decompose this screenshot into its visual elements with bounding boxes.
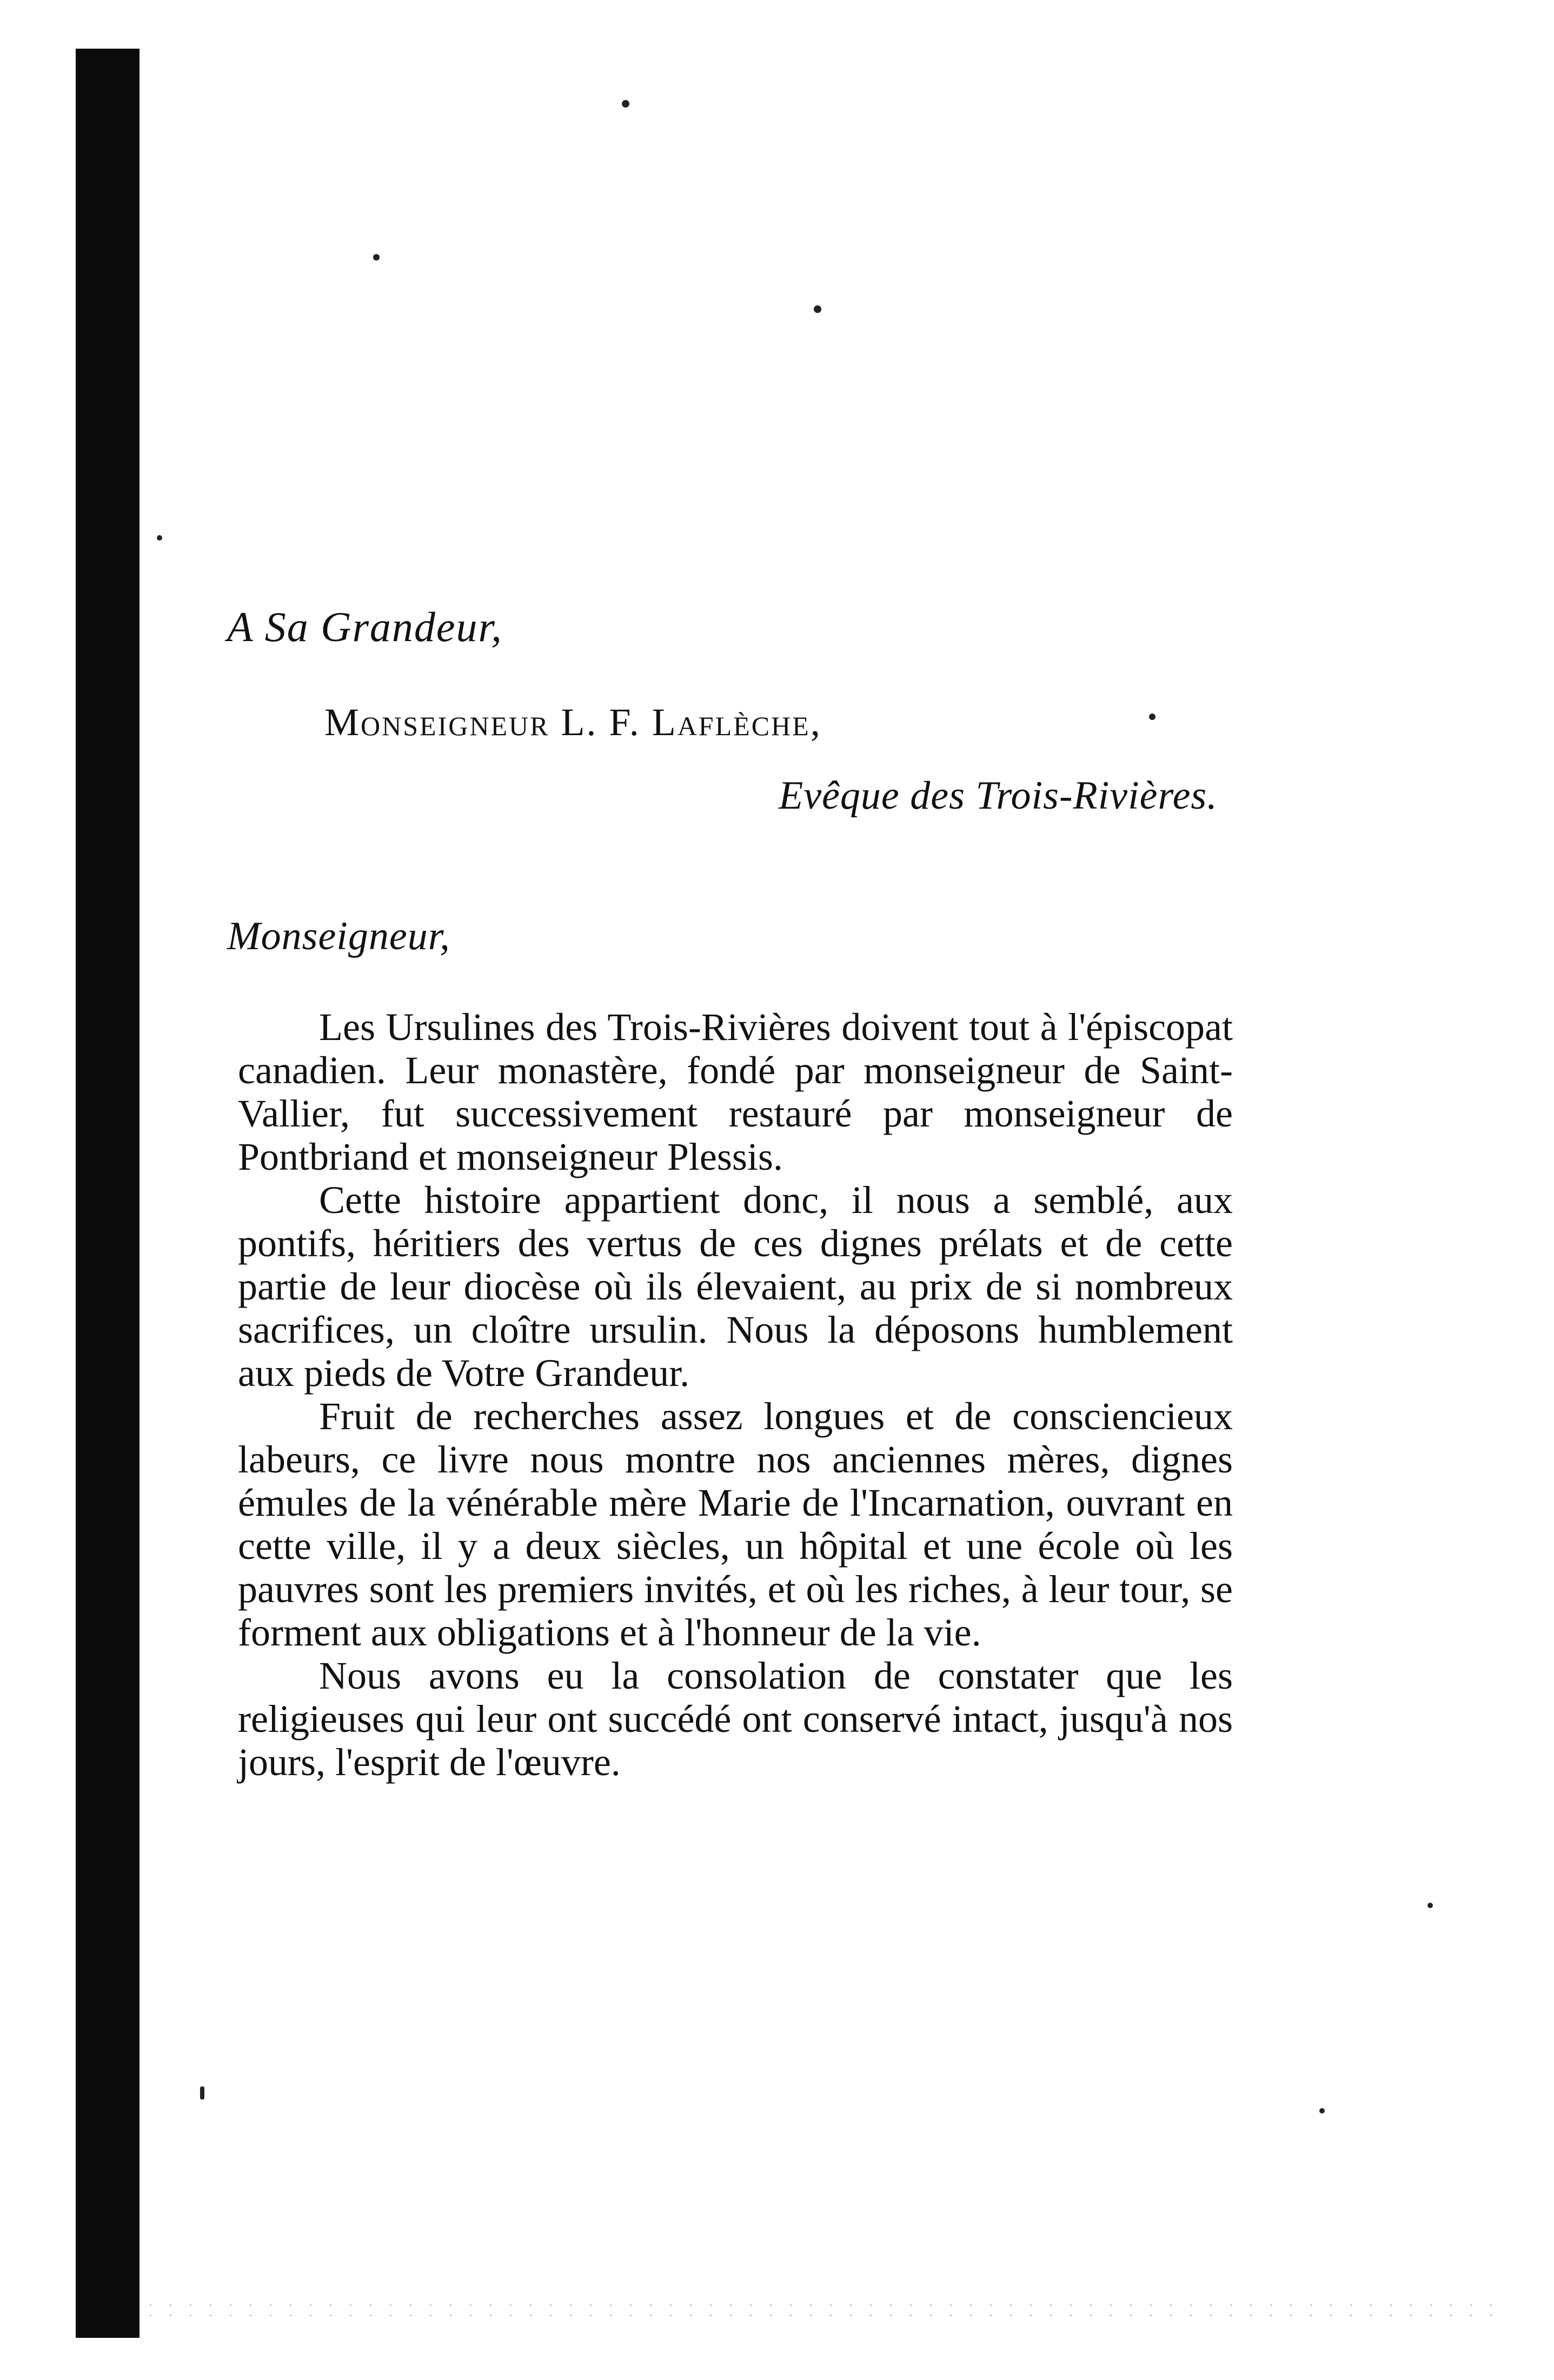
- scan-binding-edge: [76, 49, 140, 2338]
- salutation: Monseigneur,: [227, 914, 450, 958]
- scan-speck: [1427, 1903, 1433, 1908]
- paragraph-1: Les Ursulines des Trois-Rivières doivent tout à l'épiscopat canadien. Leur monastère, fondé par monseigneur de Saint-Vallier, fut successivement restauré par monseigneur de Pontbriand et monseigneur Plessis.: [238, 1005, 1233, 1178]
- scan-speck: [622, 100, 629, 108]
- scan-speck: [157, 535, 162, 541]
- scan-speck: [1319, 2108, 1325, 2114]
- paragraph-2: Cette histoire appartient donc, il nous a semblé, aux pontifs, héritiers des vertus de ces dignes prélats et de cette partie de leur diocèse où ils élevaient, au prix de si nombreux sacrifices, un cloître ursulin. Nous la déposons humblement aux pieds de Votre Grandeur.: [238, 1178, 1233, 1395]
- dedicatee-name: Monseigneur L. F. Laflèche,: [324, 701, 822, 744]
- paragraph-3: Fruit de recherches assez longues et de consciencieux labeurs, ce livre nous montre nos anciennes mères, dignes émules de la vénérable mère Marie de l'Incarnation, ouvrant en cette ville, il y a deux siècles, un hôpital et une école où les pauvres sont les premiers invités, et où les riches, à leur tour, se forment aux obligations et à l'honneur de la vie.: [238, 1395, 1233, 1654]
- scan-speck: [200, 2086, 204, 2099]
- scan-speck: [373, 254, 380, 261]
- scan-speck: [1149, 714, 1155, 720]
- paragraph-4: Nous avons eu la consolation de constater que les religieuses qui leur ont succédé ont conservé intact, jusqu'à nos jours, l'esprit de l'œuvre.: [238, 1654, 1233, 1784]
- dedication-page: [227, 0, 1309, 2380]
- scan-noise: [141, 2300, 1503, 2322]
- scan-speck: [814, 305, 821, 313]
- letter-body: [238, 1005, 1233, 1784]
- dedication-to: A Sa Grandeur,: [227, 603, 503, 650]
- bishop-title: Evêque des Trois-Rivières.: [779, 774, 1218, 818]
